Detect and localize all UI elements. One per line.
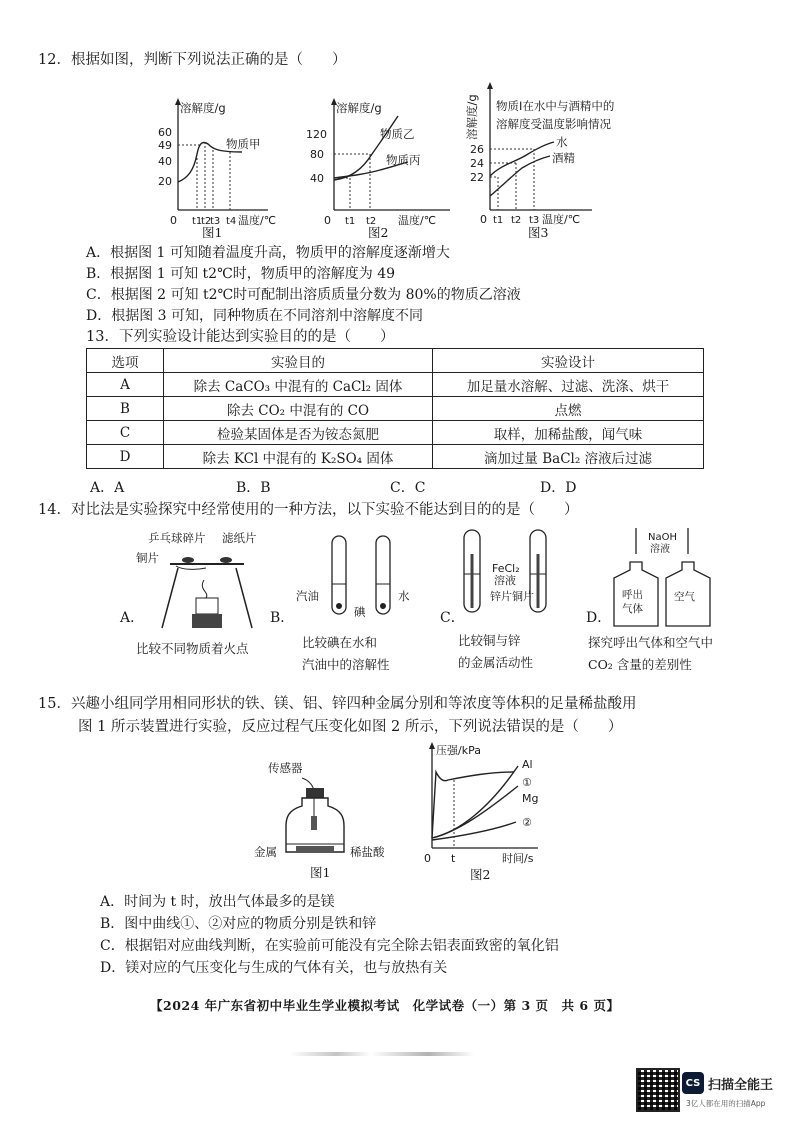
q13-table — [86, 348, 704, 469]
q14-option-d-letter[interactable]: D． — [586, 610, 612, 626]
q15-fig1-acid-label: 稀盐酸 — [350, 845, 385, 859]
q13-answer-b[interactable]: B．B — [236, 480, 271, 496]
q14-d-caption-1: 探究呼出气体和空气中 — [588, 635, 714, 650]
q15-stem-2: 图 1 所示装置进行实验，反应过程气压变化如图 2 所示，下列说法错误的是（ ） — [78, 719, 623, 735]
q14-apparatus-d — [596, 526, 726, 630]
table-cell: 加足量水溶解、过滤、洗涤、烘干 — [433, 373, 704, 397]
q12-option-c[interactable]: C．根据图 2 可知 t2℃时可配制出溶质质量分数为 80%的物质乙溶液 — [86, 287, 521, 303]
q14b-label-2: 碘 — [354, 605, 366, 619]
table-row — [87, 397, 704, 421]
q14-b-caption-2: 汽油中的溶解性 — [302, 657, 390, 672]
fig2-ytick-80: 80 — [310, 148, 324, 161]
table-cell: A — [87, 373, 164, 397]
fig2-pressure-origin: 0 — [424, 852, 431, 865]
table-cell: 取样，加稀盐酸，闻气味 — [433, 421, 704, 445]
fig3-ylabel: 溶解度/g — [465, 94, 479, 140]
fig1-xtick-t4: t4 — [226, 216, 237, 227]
fig2-xlabel: 温度/℃ — [398, 214, 437, 227]
camscanner-logo-icon: CS — [682, 1072, 704, 1094]
fig1-series-label: 物质甲 — [226, 137, 261, 151]
fig2-pressure-ylabel: 压强/kPa — [436, 744, 481, 757]
q13-stem: 13．下列实验设计能达到实验目的的是（ ） — [86, 329, 395, 345]
table-cell: 点燃 — [433, 397, 704, 421]
fig3-ytick-24: 24 — [470, 157, 484, 170]
table-row — [87, 373, 704, 397]
fig3-xtick-t1: t1 — [493, 215, 504, 226]
q14d-label-1: NaOH — [648, 532, 677, 543]
q14d-label-5: 空气 — [674, 591, 695, 603]
table-cell: 除去 KCl 中混有的 K₂SO₄ 固体 — [164, 445, 433, 469]
q15-option-a[interactable]: A．时间为 t 时，放出气体最多的是镁 — [100, 894, 335, 910]
q14-c-caption-2: 的金属活动性 — [458, 655, 534, 670]
q14a-label-3: 铜片 — [136, 551, 159, 565]
q15-stem-1: 15．兴趣小组同学用相同形状的铁、镁、铝、锌四种金属分别和等浓度等体积的足量稀盐酸用 — [38, 696, 637, 712]
q12-figure-1 — [150, 92, 300, 240]
fig2-ytick-40: 40 — [310, 172, 324, 185]
q15-fig2-caption: 图2 — [470, 867, 491, 882]
fig1-caption: 图1 — [202, 225, 223, 240]
fig3-title-line1: 物质Ⅰ在水中与酒精中的 — [496, 99, 615, 113]
fig3-series-b-label: 酒精 — [552, 151, 575, 165]
fig3-series-a-label: 水 — [556, 135, 568, 149]
q14c-label-1: FeCl₂ — [492, 562, 520, 575]
table-cell: 检验某固体是否为铵态氮肥 — [164, 421, 433, 445]
fig3-origin: 0 — [480, 213, 487, 226]
q14-c-caption-1: 比较铜与锌 — [458, 633, 521, 648]
q14c-label-4: 铜片 — [512, 590, 534, 603]
q15-figure-1 — [250, 746, 410, 870]
q15-fig2-series-mg: Mg — [522, 792, 539, 805]
q12-figure-3 — [462, 78, 652, 240]
fig2-xtick-t1: t1 — [345, 216, 356, 227]
fig1-xtick-t1: t1 — [192, 216, 203, 227]
qr-code-icon — [636, 1068, 680, 1112]
fig3-caption: 图3 — [528, 225, 549, 240]
fig1-xlabel: 温度/℃ — [238, 214, 277, 227]
fig3-xtick-t2: t2 — [511, 215, 522, 226]
q15-fig1-sensor-label: 传感器 — [268, 761, 303, 775]
table-cell: 除去 CO₂ 中混有的 CO — [164, 397, 433, 421]
fig2-xtick-t2: t2 — [366, 216, 377, 227]
table-cell: 滴加过量 BaCl₂ 溶液后过滤 — [433, 445, 704, 469]
fig2-series-a-label: 物质乙 — [380, 127, 415, 141]
q14-apparatus-c — [456, 524, 576, 620]
fig1-xtick-t3: t3 — [210, 216, 221, 227]
q14-option-a-letter[interactable]: A． — [120, 610, 145, 626]
q15-figure-2 — [418, 740, 568, 866]
q14-d-caption-2: CO₂ 含量的差别性 — [588, 657, 692, 672]
fig1-ytick-20: 20 — [158, 175, 172, 188]
q14b-label-3: 水 — [398, 589, 410, 603]
q14-option-c-letter[interactable]: C． — [440, 610, 465, 626]
table-cell: B — [87, 397, 164, 421]
q12-option-d[interactable]: D．根据图 3 可知，同种物质在不同溶剂中溶解度不同 — [86, 308, 424, 324]
fig2-origin: 0 — [324, 214, 331, 227]
q12-option-b[interactable]: B．根据图 1 可知 t2℃时，物质甲的溶解度为 49 — [86, 266, 396, 282]
table-cell: 除去 CaCO₃ 中混有的 CaCl₂ 固体 — [164, 373, 433, 397]
watermark-brand: 扫描全能王 — [708, 1078, 774, 1093]
fig1-ytick-40: 40 — [158, 155, 172, 168]
q15-option-d[interactable]: D．镁对应的气压变化与生成的气体有关，也与放热有关 — [100, 960, 448, 976]
q14-stem: 14．对比法是实验探究中经常使用的一种方法，以下实验不能达到目的的是（ ） — [38, 502, 579, 518]
q14-apparatus-b — [290, 528, 420, 624]
q14c-label-3: 锌片 — [490, 590, 512, 603]
q13-answer-a[interactable]: A．A — [90, 480, 125, 496]
scan-artifact-line — [290, 1052, 520, 1056]
q15-fig2-series-1: ① — [522, 776, 532, 789]
q13-answer-c[interactable]: C．C — [390, 480, 426, 496]
fig3-xtick-t3: t3 — [529, 215, 540, 226]
q12-figure-2 — [300, 92, 462, 240]
q15-option-c[interactable]: C．根据铝对应曲线判断，在实验前可能没有完全除去铝表面致密的氧化铝 — [100, 938, 559, 954]
fig1-ylabel: 溶解度/g — [180, 101, 226, 115]
q12-option-a[interactable]: A．根据图 1 可知随着温度升高，物质甲的溶解度逐渐增大 — [86, 245, 450, 261]
page-footer: 【2024 年广东省初中毕业生学业模拟考试 化学试卷（一）第 3 页 共 6 页】 — [150, 998, 620, 1013]
table-row — [87, 445, 704, 469]
q13-answer-d[interactable]: D．D — [540, 480, 577, 496]
fig1-origin: 0 — [170, 214, 177, 227]
q14c-label-2: 溶液 — [494, 574, 516, 587]
q14-a-caption: 比较不同物质着火点 — [136, 641, 249, 656]
fig2-series-b-label: 物质丙 — [386, 153, 421, 167]
q15-option-b[interactable]: B．图中曲线①、②对应的物质分别是铁和锌 — [100, 916, 377, 932]
table-cell: D — [87, 445, 164, 469]
table-header-row — [87, 349, 704, 373]
table-header: 实验设计 — [433, 349, 704, 373]
q14d-label-4: 气体 — [622, 603, 643, 615]
watermark-subtitle: 3亿人都在用的扫描App — [686, 1099, 766, 1108]
fig3-xlabel: 温度/℃ — [542, 213, 581, 226]
fig3-ytick-26: 26 — [470, 143, 484, 156]
q15-fig1-caption: 图1 — [310, 865, 331, 880]
fig2-caption: 图2 — [368, 225, 389, 240]
fig3-ytick-22: 22 — [470, 171, 484, 184]
q15-fig1-metal-label: 金属 — [254, 845, 277, 859]
table-header: 选项 — [87, 349, 164, 373]
fig1-xtick-t2: t2 — [201, 216, 212, 227]
q14d-label-2: 溶液 — [650, 544, 670, 555]
q15-fig2-series-al: Al — [522, 758, 533, 771]
q12-stem: 12．根据如图，判断下列说法正确的是（ ） — [38, 52, 347, 68]
table-row — [87, 421, 704, 445]
fig1-ytick-60: 60 — [158, 126, 172, 139]
fig3-title-line2: 溶解度受温度影响情况 — [496, 117, 611, 131]
q14-b-caption-1: 比较碘在水和 — [302, 635, 378, 650]
q14-option-b-letter[interactable]: B． — [270, 610, 295, 626]
fig2-pressure-xtick: t — [451, 852, 456, 865]
fig2-ylabel: 溶解度/g — [336, 101, 382, 115]
fig1-ytick-49: 49 — [158, 139, 172, 152]
fig2-ytick-120: 120 — [306, 128, 327, 141]
q14d-label-3: 呼出 — [622, 589, 643, 601]
q14b-label-1: 汽油 — [296, 589, 319, 603]
q14a-label-2: 滤纸片 — [222, 531, 257, 545]
table-cell: C — [87, 421, 164, 445]
q14a-label-1: 乒乓球碎片 — [148, 531, 206, 545]
fig2-pressure-xlabel: 时间/s — [502, 852, 534, 865]
q15-fig2-series-2: ② — [522, 816, 532, 829]
table-header: 实验目的 — [164, 349, 433, 373]
